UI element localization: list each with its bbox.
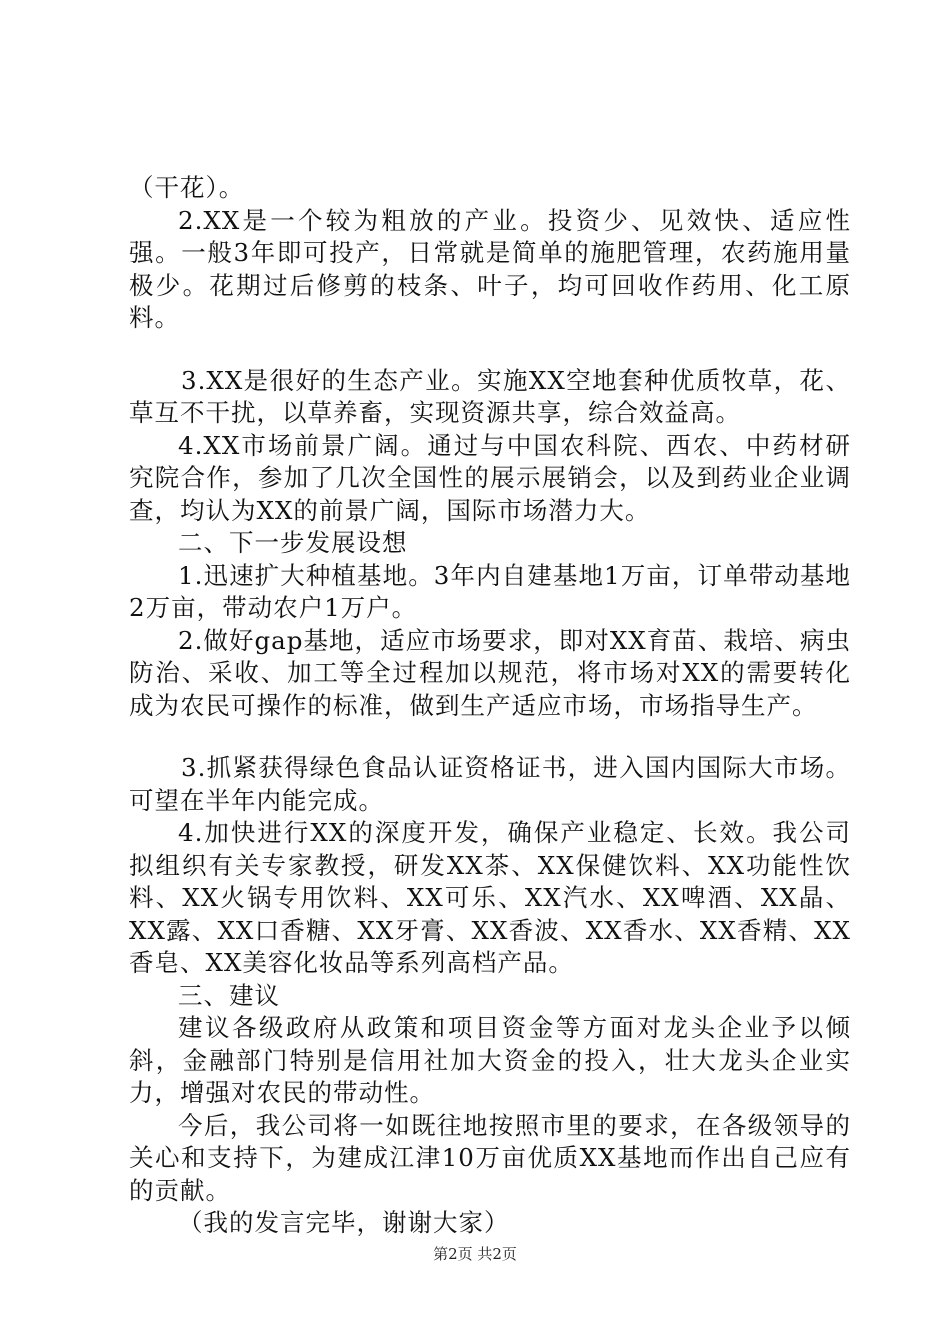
paragraph-gap bbox=[129, 335, 851, 365]
section-heading-suggestions: 三、建议 bbox=[178, 980, 280, 1010]
paragraph-point-4-market-prospect: 4.XX市场前景广阔。通过与中国农科院、西农、中药材研究院合作，参加了几次全国性的展示展销会，以及到药业企业调查，均认为XX的前景广阔，国际市场潜力大。 bbox=[129, 430, 851, 525]
paragraph-point-3-ecological-industry: 3.XX是很好的生态产业。实施XX空地套种优质牧草，花、草互不干扰，以草养畜，实现资源共享，综合效益高。 bbox=[129, 365, 851, 427]
document-body bbox=[129, 172, 851, 1240]
paragraph-step-4-deep-development: 4.加快进行XX的深度开发，确保产业稳定、长效。我公司拟组织有关专家教授，研发XX茶、XX保健饮料、XX功能性饮料、XX火锅专用饮料、XX可乐、XX汽水、XX啤酒、XX晶、XX露、XX口香糖、XX牙膏、XX香波、XX香水、XX香精、XX香皂、XX美容化妆品等系列高档产品。 bbox=[129, 818, 851, 977]
paragraph-closing-remark: （我的发言完毕，谢谢大家） bbox=[178, 1208, 510, 1237]
section-heading-next-steps: 二、下一步发展设想 bbox=[178, 528, 408, 557]
paragraph-suggestion-government-support: 建议各级政府从政策和项目资金等方面对龙头企业予以倾斜，金融部门特别是信用社加大资金的投入，壮大龙头企业实力，增强对农民的带动性。 bbox=[129, 1013, 851, 1107]
paragraph-point-2-extensive-industry: 2.XX是一个较为粗放的产业。投资少、见效快、适应性强。一般3年即可投产，日常就是简单的施肥管理，农药施用量极少。花期过后修剪的枝条、叶子，均可回收作药用、化工原料。 bbox=[129, 205, 851, 332]
page-number-footer: 第2页 共2页 bbox=[433, 1245, 517, 1263]
paragraph-dried-flower: （干花）。 bbox=[129, 173, 245, 202]
paragraph-gap bbox=[129, 722, 851, 752]
paragraph-future-commitment: 今后，我公司将一如既往地按照市里的要求，在各级领导的关心和支持下，为建成江津10万亩优质XX基地而作出自己应有的贡献。 bbox=[129, 1110, 851, 1205]
paragraph-step-2-gap-base: 2.做好gap基地，适应市场要求，即对XX育苗、栽培、病虫防治、采收、加工等全过程加以规范，将市场对XX的需要转化成为农民可操作的标准，做到生产适应市场，市场指导生产。 bbox=[129, 625, 851, 720]
paragraph-step-1-expand-base: 1.迅速扩大种植基地。3年内自建基地1万亩，订单带动基地2万亩，带动农户1万户。 bbox=[129, 560, 851, 622]
paragraph-step-3-green-food-certificate: 3.抓紧获得绿色食品认证资格证书，进入国内国际大市场。可望在半年内能完成。 bbox=[129, 753, 851, 815]
